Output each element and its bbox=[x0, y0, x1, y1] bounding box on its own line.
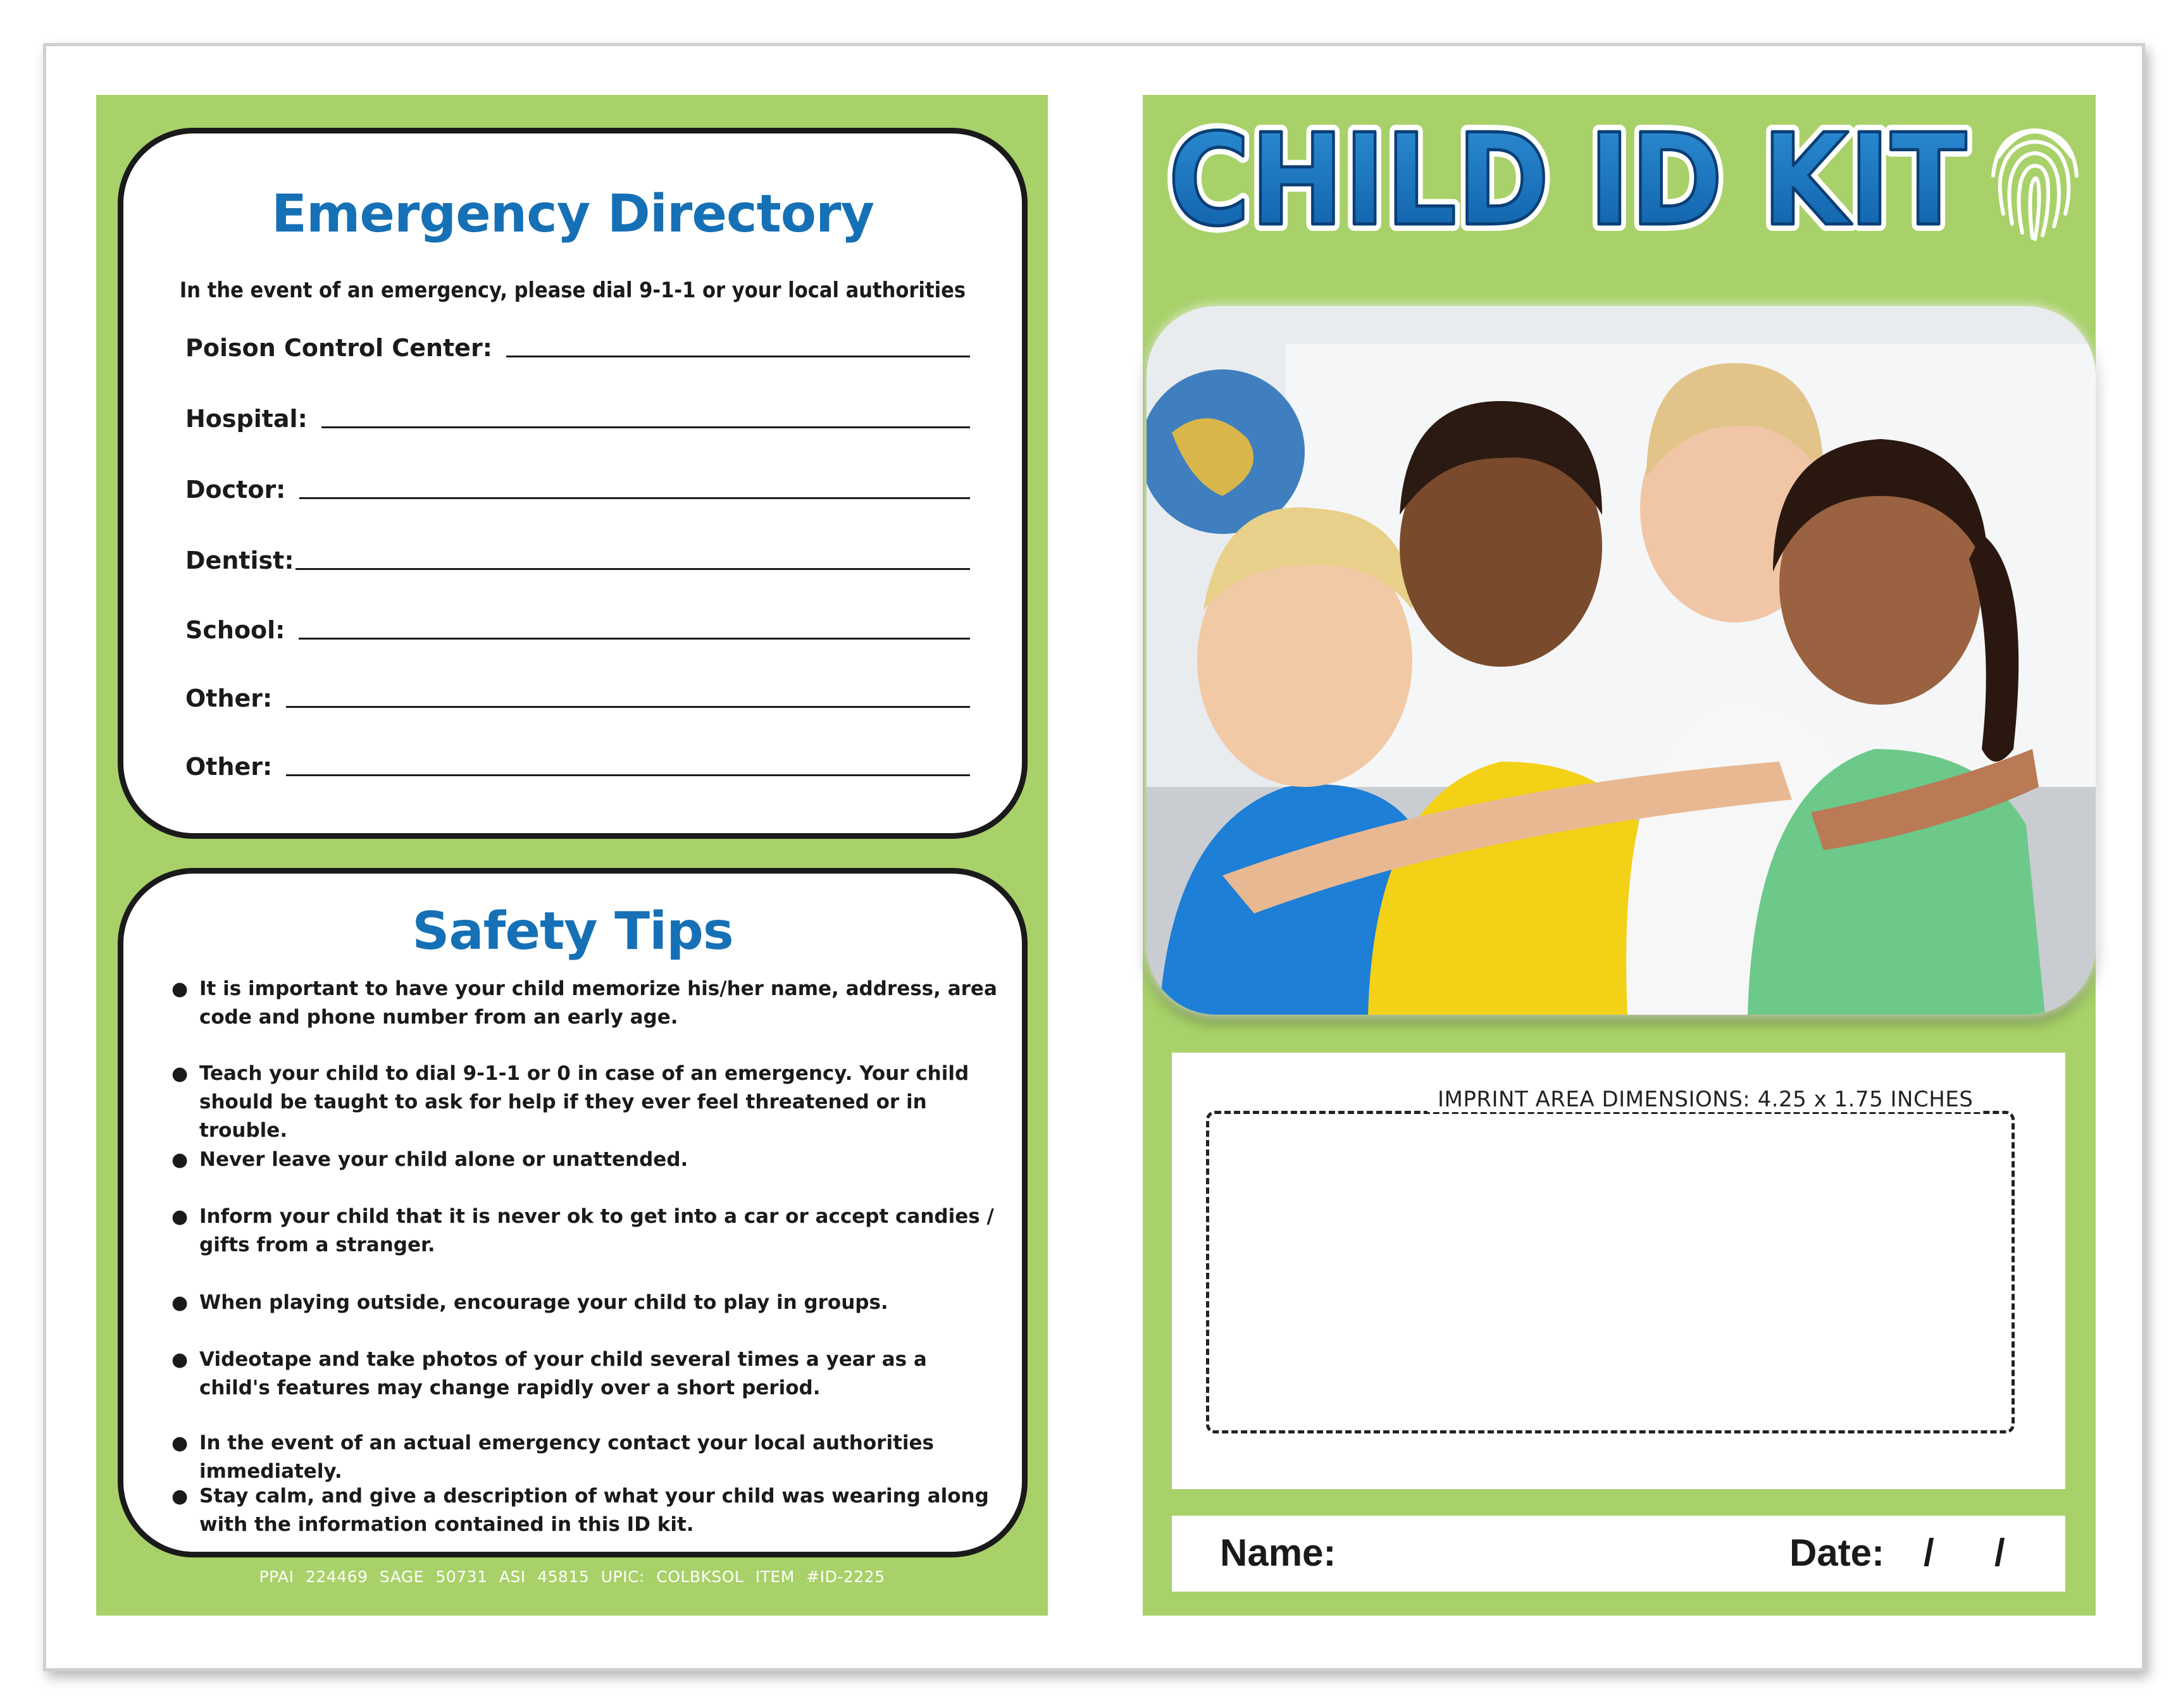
list-item bbox=[168, 1289, 1003, 1317]
bullet-icon: ● bbox=[171, 1206, 189, 1228]
children-photo bbox=[1147, 306, 2096, 1015]
bullet-icon: ● bbox=[171, 1349, 189, 1371]
safety-tips-card bbox=[118, 868, 1028, 1557]
bullet-icon: ● bbox=[171, 1149, 189, 1171]
list-item bbox=[168, 1060, 1003, 1145]
write-in-line[interactable] bbox=[321, 426, 970, 428]
tip-text: Inform your child that it is never ok to get into a car or accept candies / gifts from a stranger. bbox=[199, 1205, 994, 1256]
list-item bbox=[168, 1429, 1003, 1486]
photo-illustration bbox=[1147, 306, 2096, 1015]
write-in-line[interactable] bbox=[299, 637, 970, 640]
field-hospital[interactable] bbox=[185, 393, 970, 431]
write-in-line[interactable] bbox=[286, 705, 970, 708]
bullet-icon: ● bbox=[171, 978, 189, 1000]
field-label: Poison Control Center: bbox=[185, 334, 492, 362]
date-separator: / bbox=[1924, 1532, 1934, 1574]
field-other-1[interactable] bbox=[185, 672, 970, 710]
field-poison-control[interactable] bbox=[185, 322, 970, 360]
field-dentist[interactable] bbox=[185, 535, 970, 572]
date-separator: / bbox=[1994, 1532, 2005, 1574]
cover-title: CHILD ID KIT bbox=[1168, 118, 1967, 244]
write-in-line[interactable] bbox=[299, 497, 970, 499]
field-label: Hospital: bbox=[185, 405, 308, 433]
tip-text: Videotape and take photos of your child several times a year as a child's features may change rapidly over a short period. bbox=[199, 1348, 927, 1399]
date-label: Date: bbox=[1789, 1532, 1885, 1574]
field-label: Dentist: bbox=[185, 547, 294, 574]
fingerprint-icon bbox=[1984, 113, 2086, 245]
field-label: School: bbox=[185, 616, 285, 644]
cover-title-outline: CHILD ID KIT bbox=[1168, 118, 1967, 244]
tip-text: In the event of an actual emergency contact your local authorities immediately. bbox=[199, 1432, 934, 1483]
safety-tips-title: Safety Tips bbox=[412, 901, 733, 962]
field-label: Other: bbox=[185, 684, 273, 712]
tip-text: It is important to have your child memorize his/her name, address, area code and phone number from an early age. bbox=[199, 977, 997, 1029]
write-in-line[interactable] bbox=[295, 567, 970, 570]
write-in-line[interactable] bbox=[506, 355, 970, 357]
field-other-2[interactable] bbox=[185, 741, 970, 779]
field-doctor[interactable] bbox=[185, 464, 970, 502]
bullet-icon: ● bbox=[171, 1432, 189, 1454]
list-item bbox=[168, 1146, 1003, 1174]
write-in-line[interactable] bbox=[286, 774, 970, 776]
list-item bbox=[168, 975, 1003, 1032]
tip-text: Never leave your child alone or unattended. bbox=[199, 1148, 688, 1171]
list-item bbox=[168, 1346, 1003, 1402]
field-label: Other: bbox=[185, 753, 273, 781]
imprint-dashed-border bbox=[1206, 1111, 2015, 1433]
product-codes: PPAI 224469 SAGE 50731 ASI 45815 UPIC: COLBKSOL ITEM #ID-2225 bbox=[259, 1568, 885, 1586]
bullet-icon: ● bbox=[171, 1485, 189, 1507]
emergency-directory-title: Emergency Directory bbox=[271, 184, 874, 244]
tip-text: Teach your child to dial 9-1-1 or 0 in case of an emergency. Your child should be taught to ask for help if they ever feel threatened or in trouble. bbox=[199, 1062, 969, 1142]
field-label: Doctor: bbox=[185, 476, 286, 504]
emergency-directory-card bbox=[118, 128, 1028, 839]
name-date-bar bbox=[1172, 1516, 2065, 1592]
tip-text: When playing outside, encourage your child to play in groups. bbox=[199, 1291, 888, 1314]
name-label: Name: bbox=[1220, 1532, 1336, 1574]
emergency-directory-intro: In the event of an emergency, please dial 9-1-1 or your local authorities bbox=[179, 278, 966, 303]
child-id-kit-logo bbox=[1163, 118, 1973, 244]
imprint-area bbox=[1172, 1053, 2065, 1489]
list-item bbox=[168, 1203, 1003, 1259]
bullet-icon: ● bbox=[171, 1292, 189, 1314]
bullet-icon: ● bbox=[171, 1063, 189, 1085]
tip-text: Stay calm, and give a description of what your child was wearing along with the information contained in this ID kit. bbox=[199, 1485, 989, 1536]
list-item bbox=[168, 1482, 1003, 1539]
field-school[interactable] bbox=[185, 604, 970, 642]
imprint-dimensions-label: IMPRINT AREA DIMENSIONS: 4.25 x 1.75 INCHES bbox=[1427, 1087, 1983, 1112]
